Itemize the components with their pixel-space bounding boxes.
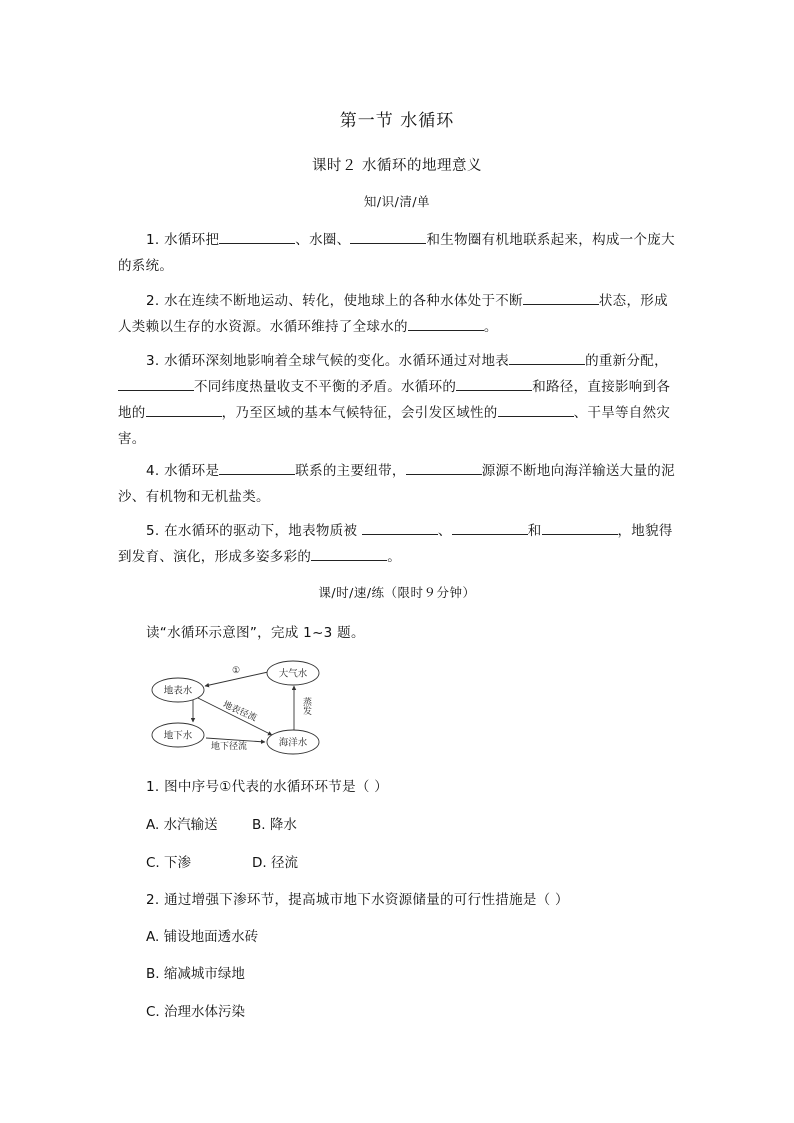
fill-question-5 — [118, 518, 678, 570]
q5-text-a: 5. 在水循环的驱动下，地表物质被 — [146, 523, 362, 539]
q4-text-a: 4. 水循环是 — [146, 463, 220, 479]
question-2-option-c[interactable]: C. 治理水体污染 — [146, 1004, 246, 1020]
answer-blank[interactable] — [456, 376, 532, 391]
node-ocean-label: 海洋水 — [278, 737, 308, 749]
node-atmo-label: 大气水 — [278, 668, 308, 680]
fill-question-2 — [118, 288, 678, 340]
q2-text-a: 2. 水在连续不断地运动、转化，使地球上的各种水体处于不断 — [146, 293, 523, 309]
answer-blank[interactable] — [542, 520, 618, 535]
label-evaporation: 蒸发 — [301, 697, 311, 715]
node-surface-label: 地表水 — [163, 685, 193, 697]
q1-text-c: 和生物圈有机地联系起来，构成一个庞大的系统。 — [118, 232, 675, 274]
answer-blank[interactable] — [406, 460, 482, 475]
question-1-option-b[interactable]: B. 降水 — [252, 817, 297, 833]
label-ground-runoff: 地下径流 — [210, 742, 248, 752]
q3-text-f: 、干旱等自然灾害。 — [118, 405, 671, 447]
q4-text-c: 源源不断地向海洋输送大量的泥沙、有机物和无机盐类。 — [118, 463, 675, 505]
question-2-option-b[interactable]: B. 缩减城市绿地 — [146, 966, 245, 982]
node-ground-label: 地下水 — [163, 730, 193, 742]
answer-blank[interactable] — [146, 402, 222, 417]
answer-blank[interactable] — [523, 290, 599, 305]
section-practice: 课/时/速/练（限时９分钟） — [318, 585, 476, 600]
q1-text-a: 1. 水循环把 — [146, 232, 220, 248]
q2-text-b: 状态，形成人类赖以生存的水资源。水循环维持了全球水的 — [118, 293, 668, 335]
diagram-intro: 读“水循环示意图”，完成 1~3 题。 — [146, 625, 365, 641]
answer-blank[interactable] — [311, 546, 387, 561]
question-1-option-d[interactable]: D. 径流 — [252, 855, 298, 871]
answer-blank[interactable] — [498, 402, 574, 417]
answer-blank[interactable] — [350, 229, 426, 244]
q3-text-a: 3. 水循环深刻地影响着全球气候的变化。水循环通过对地表 — [146, 353, 510, 369]
question-1-option-a[interactable]: A. 水汽输送 — [146, 817, 218, 833]
question-2-stem: 2. 通过增强下渗环节，提高城市地下水资源储量的可行性措施是（ ） — [146, 892, 569, 908]
section-knowledge-list: 知/识/清/单 — [363, 194, 431, 209]
fill-question-1 — [118, 227, 678, 279]
fill-question-3 — [118, 348, 678, 452]
water-cycle-diagram — [148, 656, 328, 756]
q3-text-d: 和路径，直接影响到各地的 — [118, 379, 671, 421]
q5-text-b: 、 — [437, 523, 452, 539]
answer-blank[interactable] — [408, 316, 484, 331]
lesson-subtitle: 课时２ 水循环的地理意义 — [311, 158, 483, 174]
q5-text-e: 。 — [387, 549, 402, 565]
label-circle-1: ① — [231, 666, 241, 676]
q5-text-c: 和 — [527, 523, 542, 539]
q3-text-c: 不同纬度热量收支不平衡的矛盾。水循环的 — [194, 379, 457, 395]
label-surface-runoff: 地表径流 — [221, 700, 259, 724]
q3-text-b: 的重新分配， — [585, 353, 668, 369]
q1-text-b: 、水圈、 — [295, 232, 351, 248]
page-title: 第一节 水循环 — [339, 111, 455, 131]
q3-text-e: ，乃至区域的基本气候特征，会引发区域性的 — [221, 405, 498, 421]
answer-blank[interactable] — [452, 520, 528, 535]
answer-blank[interactable] — [509, 350, 585, 365]
answer-blank[interactable] — [219, 460, 295, 475]
answer-blank[interactable] — [118, 376, 194, 391]
question-1-stem: 1. 图中序号①代表的水循环环节是（ ） — [146, 779, 389, 795]
q4-text-b: 联系的主要纽带， — [295, 463, 406, 479]
fill-question-4 — [118, 458, 678, 510]
question-2-option-a[interactable]: A. 铺设地面透水砖 — [146, 929, 259, 945]
answer-blank[interactable] — [362, 520, 438, 535]
q5-text-d: ，地貌得到发育、演化，形成多姿多彩的 — [118, 523, 673, 565]
q2-text-c: 。 — [483, 319, 498, 335]
question-1-option-c[interactable]: C. 下渗 — [146, 855, 192, 871]
answer-blank[interactable] — [219, 229, 295, 244]
